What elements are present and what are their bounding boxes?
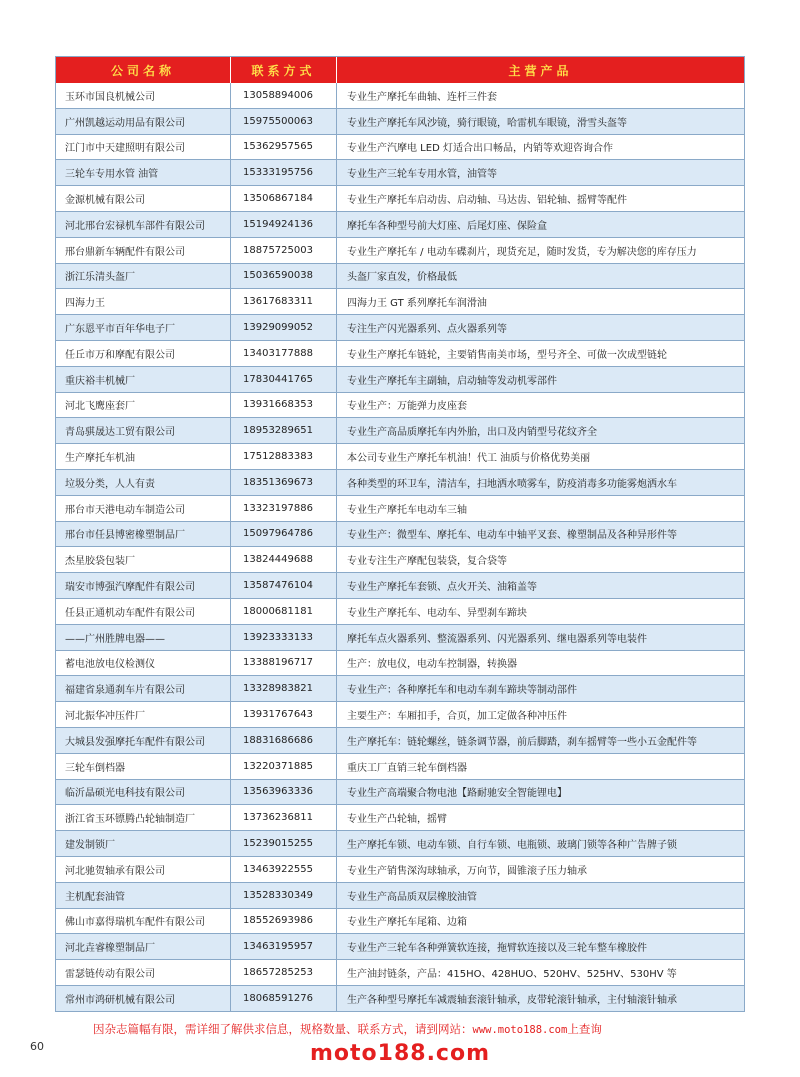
table-row [56, 728, 744, 754]
phone-cell: 13736236811 [231, 805, 337, 830]
supplier-table [55, 56, 745, 1012]
product-cell: 摩托车各种型号前大灯座、后尾灯座、保险盒 [347, 220, 547, 232]
product-cell: 专业生产凸轮轴，摇臂 [347, 814, 447, 826]
company-cell: ——广州胜牌电器—— [56, 625, 231, 650]
phone-cell: 13323197886 [231, 496, 337, 521]
table-row [56, 702, 744, 728]
phone-cell: 15097964786 [231, 522, 337, 547]
table-row [56, 547, 744, 573]
product-cell: 专业生产高品质摩托车内外胎，出口及内销型号花纹齐全 [347, 427, 597, 439]
phone-cell: 18000681181 [231, 599, 337, 624]
phone-cell: 13403177888 [231, 341, 337, 366]
product-cell: 专业生产：各种摩托车和电动车刹车蹄块等制动部件 [347, 685, 577, 697]
company-cell: 河北振华冲压件厂 [56, 702, 231, 727]
phone-cell: 13931668353 [231, 393, 337, 418]
footnote-text: 因杂志篇幅有限，需详细了解供求信息，规格数量、联系方式，请到网站： [93, 1022, 473, 1036]
company-cell: 广东恩平市百年华电子厂 [56, 315, 231, 340]
phone-cell: 18953289651 [231, 418, 337, 443]
product-cell: 生产摩托车锁、电动车锁、自行车锁、电瓶锁、玻璃门锁等各种广告牌子锁 [347, 840, 677, 851]
table-header [56, 57, 744, 83]
product-cell: 生产：放电仪，电动车控制器，转换器 [347, 659, 517, 671]
product-cell: 专业生产摩托车、电动车、异型刹车蹄块 [347, 607, 527, 619]
phone-cell: 17830441765 [231, 367, 337, 392]
product-cell: 主要生产：车厢扣手，合页，加工定做各种冲压件 [347, 711, 567, 723]
table-row [56, 186, 744, 212]
product-cell: 专业生产摩托车主副轴，启动轴等发动机零部件 [347, 375, 557, 387]
table-row [56, 315, 744, 341]
table-row [56, 160, 744, 186]
company-cell: 浙江乐清头盔厂 [56, 264, 231, 289]
footnote-tail: 上查询 [567, 1022, 602, 1036]
phone-cell: 17512883383 [231, 444, 337, 469]
company-cell: 杰星胶袋包装厂 [56, 547, 231, 572]
table-row [56, 625, 744, 651]
phone-cell: 13463195957 [231, 934, 337, 959]
company-cell: 临沂晶硕光电科技有限公司 [56, 780, 231, 805]
company-cell: 瑞安市博强汽摩配件有限公司 [56, 573, 231, 598]
phone-cell: 13463922555 [231, 857, 337, 882]
footnote-url[interactable]: www.moto188.com [472, 1024, 568, 1036]
header-products: 主营产品 [508, 63, 573, 78]
table-row [56, 857, 744, 883]
table-row [56, 238, 744, 264]
table-row [56, 289, 744, 315]
product-cell: 专业生产三轮车各种弹簧软连接，拖臂软连接以及三轮车整车橡胶件 [347, 943, 647, 955]
product-cell: 各种类型的环卫车，清洁车，扫地洒水喷雾车，防疫消毒多功能雾炮洒水车 [347, 478, 677, 490]
product-cell: 专业生产摩托车曲轴、连杆三件套 [347, 91, 497, 103]
company-cell: 金源机械有限公司 [56, 186, 231, 211]
phone-cell: 13328983821 [231, 676, 337, 701]
table-row [56, 831, 744, 857]
company-cell: 青岛骐晟达工贸有限公司 [56, 418, 231, 443]
company-cell: 河北垚睿橡塑制品厂 [56, 934, 231, 959]
table-row [56, 754, 744, 780]
table-row [56, 780, 744, 806]
phone-cell: 13929099052 [231, 315, 337, 340]
company-cell: 任丘市万和摩配有限公司 [56, 341, 231, 366]
company-cell: 常州市鸿研机械有限公司 [56, 986, 231, 1011]
phone-cell: 13388196717 [231, 651, 337, 676]
table-row [56, 934, 744, 960]
product-cell: 生产摩托车：链轮螺丝，链条调节器，前后脚踏，刹车摇臂等一些小五金配件等 [347, 736, 697, 748]
page-number: 60 [30, 1040, 44, 1053]
company-cell: 福建省泉通刹车片有限公司 [56, 676, 231, 701]
phone-cell: 13923333133 [231, 625, 337, 650]
company-cell: 邢台鼎新车辆配件有限公司 [56, 238, 231, 263]
table-row [56, 393, 744, 419]
product-cell: 专业生产：万能弹力皮座套 [347, 401, 467, 413]
table-row [56, 367, 744, 393]
product-cell: 头盔厂家直发，价格最低 [347, 272, 457, 284]
table-row [56, 676, 744, 702]
table-row [56, 805, 744, 831]
product-cell: 专业生产摩托车 / 电动车碟刹片，现货充足，随时发货，专为解决您的库存压力 [347, 246, 697, 258]
phone-cell: 13506867184 [231, 186, 337, 211]
table-row [56, 986, 744, 1012]
phone-cell: 18831686686 [231, 728, 337, 753]
product-cell: 专业生产摩托车链轮，主要销售南美市场，型号齐全、可做一次成型链轮 [347, 349, 667, 361]
company-cell: 任县正通机动车配件有限公司 [56, 599, 231, 624]
product-cell: 专业专注生产摩配包装袋，复合袋等 [347, 556, 507, 568]
product-cell: 摩托车点火器系列、整流器系列、闪光器系列、继电器系列等电装件 [347, 633, 647, 645]
phone-cell: 13528330349 [231, 883, 337, 908]
product-cell: 生产各种型号摩托车减震轴套滚针轴承，皮带轮滚针轴承，主付轴滚针轴承 [347, 994, 677, 1006]
table-row [56, 909, 744, 935]
company-cell: 河北飞鹰座套厂 [56, 393, 231, 418]
product-cell: 专业生产销售深沟球轴承，万向节，圆锥滚子压力轴承 [347, 865, 587, 877]
company-cell: 河北邢台宏禄机车部件有限公司 [56, 212, 231, 237]
company-cell: 雷瑟链传动有限公司 [56, 960, 231, 985]
company-cell: 生产摩托车机油 [56, 444, 231, 469]
table-row [56, 599, 744, 625]
company-cell: 玉环市国良机械公司 [56, 83, 231, 108]
table-row [56, 444, 744, 470]
product-cell: 专业生产：微型车、摩托车、电动车中轴平叉套、橡塑制品及各种异形件等 [347, 530, 677, 542]
company-cell: 邢台市天港电动车制造公司 [56, 496, 231, 521]
phone-cell: 18552693986 [231, 909, 337, 934]
phone-cell: 15036590038 [231, 264, 337, 289]
table-row [56, 264, 744, 290]
product-cell: 四海力王 GT 系列摩托车润滑油 [347, 298, 487, 310]
company-cell: 三轮车专用水管 油管 [56, 160, 231, 185]
company-cell: 邢台市任县博密橡塑制品厂 [56, 522, 231, 547]
table-row [56, 418, 744, 444]
company-cell: 广州凯越运动用品有限公司 [56, 109, 231, 134]
phone-cell: 13824449688 [231, 547, 337, 572]
phone-cell: 18068591276 [231, 986, 337, 1011]
company-cell: 江门市中天建照明有限公司 [56, 135, 231, 160]
product-cell: 专业生产摩托车尾箱、边箱 [347, 917, 467, 929]
footnote [93, 1021, 602, 1037]
company-cell: 建发制锁厂 [56, 831, 231, 856]
phone-cell: 15194924136 [231, 212, 337, 237]
company-cell: 主机配套油管 [56, 883, 231, 908]
phone-cell: 13220371885 [231, 754, 337, 779]
company-cell: 佛山市嘉得瑞机车配件有限公司 [56, 909, 231, 934]
product-cell: 专业生产高端聚合物电池【路耐驰安全智能锂电】 [347, 788, 567, 800]
phone-cell: 18351369673 [231, 470, 337, 495]
product-cell: 专业生产高品质双层橡胶油管 [347, 891, 477, 903]
table-row [56, 212, 744, 238]
table-row [56, 496, 744, 522]
table-row [56, 522, 744, 548]
table-row [56, 135, 744, 161]
company-cell: 大城县发强摩托车配件有限公司 [56, 728, 231, 753]
phone-cell: 13587476104 [231, 573, 337, 598]
product-cell: 生产油封链条，产品：415HO、428HUO、520HV、525HV、530HV 等 [347, 968, 677, 980]
table-row [56, 341, 744, 367]
company-cell: 蓄电池放电仪检测仪 [56, 651, 231, 676]
phone-cell: 15333195756 [231, 160, 337, 185]
product-cell: 专业生产摩托车启动齿、启动轴、马达齿、铝轮轴、摇臂等配件 [347, 195, 627, 207]
phone-cell: 15362957565 [231, 135, 337, 160]
header-contact: 联系方式 [231, 57, 337, 83]
table-row [56, 83, 744, 109]
header-company: 公司名称 [56, 57, 231, 83]
product-cell: 专业生产摩托车风沙镜，骑行眼镜，哈雷机车眼镜，滑雪头盔等 [347, 117, 627, 129]
phone-cell: 18875725003 [231, 238, 337, 263]
company-cell: 重庆裕丰机械厂 [56, 367, 231, 392]
table-row [56, 470, 744, 496]
product-cell: 重庆工厂直销三轮车倒档器 [347, 762, 467, 774]
table-row [56, 573, 744, 599]
phone-cell: 15975500063 [231, 109, 337, 134]
product-cell: 专业生产三轮车专用水管，油管等 [347, 169, 497, 181]
phone-cell: 13058894006 [231, 83, 337, 108]
company-cell: 三轮车倒档器 [56, 754, 231, 779]
table-row [56, 651, 744, 677]
phone-cell: 13563963336 [231, 780, 337, 805]
table-body [56, 83, 744, 1012]
company-cell: 浙江省玉环镖腾凸轮轴制造厂 [56, 805, 231, 830]
phone-cell: 18657285253 [231, 960, 337, 985]
company-cell: 河北驰贺轴承有限公司 [56, 857, 231, 882]
product-cell: 本公司专业生产摩托车机油！代工 油质与价格优势美丽 [347, 453, 591, 465]
company-cell: 四海力王 [56, 289, 231, 314]
phone-cell: 13617683311 [231, 289, 337, 314]
product-cell: 专注生产闪光器系列、点火器系列等 [347, 324, 507, 336]
brand-logo-text[interactable]: moto188.com [309, 1041, 491, 1066]
product-cell: 专业生产汽摩电 LED 灯适合出口畅品，内销等欢迎咨询合作 [347, 143, 613, 155]
table-row [56, 109, 744, 135]
phone-cell: 15239015255 [231, 831, 337, 856]
phone-cell: 13931767643 [231, 702, 337, 727]
table-row [56, 960, 744, 986]
company-cell: 垃圾分类，人人有责 [56, 470, 231, 495]
table-row [56, 883, 744, 909]
product-cell: 专业生产摩托车电动车三轴 [347, 504, 467, 516]
product-cell: 专业生产摩托车套锁、点火开关、油箱盖等 [347, 582, 537, 594]
